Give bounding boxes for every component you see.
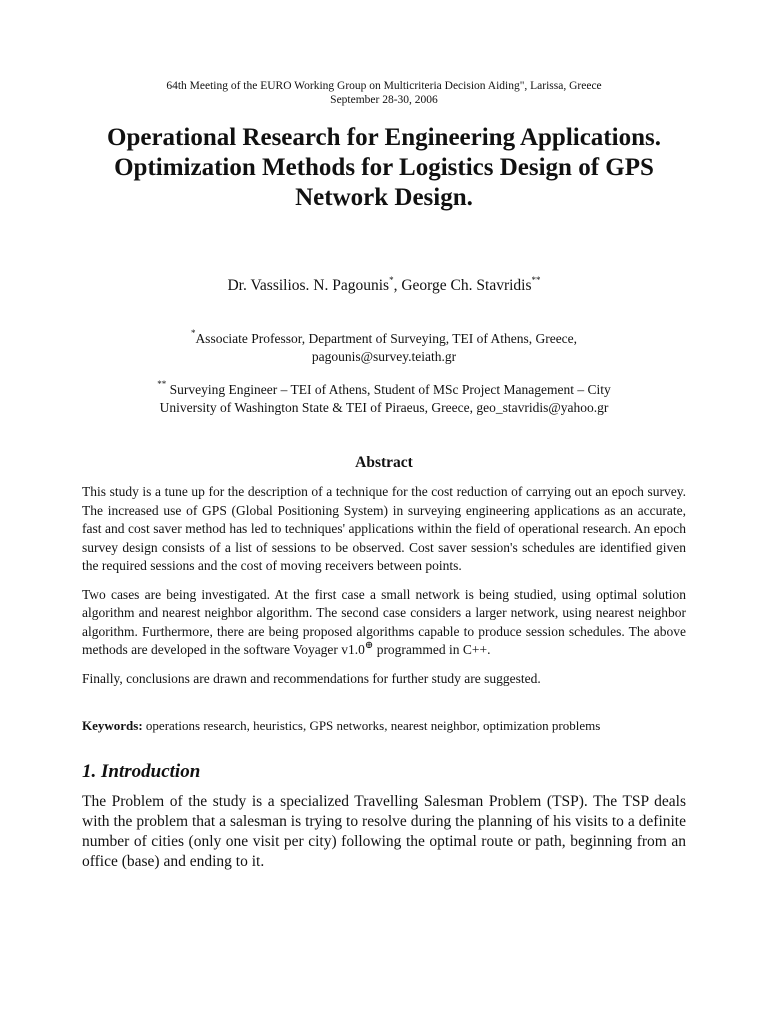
author-1-mark: *: [389, 275, 394, 285]
section-heading-introduction: 1. Introduction: [82, 761, 201, 782]
author-1-name: Dr. Vassilios. N. Pagounis: [227, 277, 390, 294]
affiliation-1-email: pagounis@survey.teiath.gr: [311, 349, 457, 364]
paper-title: [62, 123, 706, 213]
author-2-mark: **: [531, 275, 541, 285]
title-line-2: Optimization Methods for Logistics Design of GPS: [114, 154, 654, 181]
conference-line-2: September 28-30, 2006: [330, 94, 438, 106]
keywords-label: Keywords:: [82, 718, 143, 733]
author-list: [82, 276, 686, 296]
affiliation-1: [82, 330, 686, 366]
affiliation-1-line-1: Associate Professor, Department of Surveying, TEI of Athens, Greece,: [195, 331, 578, 346]
abstract-paragraph-1: This study is a tune up for the description of a technique for the cost reduction of carrying out an epoch survey. The increased use of GPS (Global Positioning System) in surveying engineering applications as an accurate, fast and cost saver method has led to techniques' applications within the field of operational research. An epoch survey design consists of a list of sessions to be observed. Cost saver session's schedules are identified given the required sessions and the cost of moving receivers between points.: [82, 484, 686, 573]
author-separator: ,: [393, 277, 402, 294]
affiliation-2-line-1: Surveying Engineer – TEI of Athens, Student of MSc Project Management – City: [166, 382, 611, 397]
abstract-paragraph-2: [82, 586, 686, 660]
abstract-paragraph-2-text: Two cases are being investigated. At the first case a small network is being studied, using optimal solution algorithm and nearest neighbor algorithm. The second case considers a larger network, using nearest neighbor algorithm. Furthermore, there are being proposed algorithms capable to produce session schedules. The above methods are developed in the software Voyager v1.0: [82, 586, 686, 657]
introduction-paragraph-1: The Problem of the study is a specialized Travelling Salesman Problem (TSP). The TSP deals with the problem that a salesman is trying to resolve during the planning of his visits to a definite number of cities (only one visit per city) following the optimal route or path, beginning from an office (base) and ending to it.: [82, 793, 686, 870]
keywords-block: [82, 717, 686, 734]
trademark-symbol: ⊕: [364, 640, 374, 651]
abstract-paragraph-3: Finally, conclusions are drawn and recommendations for further study are suggested.: [82, 670, 541, 686]
title-line-1: Operational Research for Engineering Applications.: [107, 124, 661, 151]
author-2-name: George Ch. Stavridis: [401, 277, 532, 294]
affiliation-2-mark: **: [157, 379, 167, 389]
conference-header: [82, 0, 686, 107]
conference-line-1: 64th Meeting of the EURO Working Group on Multicriteria Decision Aiding", Larissa, Greece: [166, 80, 602, 92]
affiliation-2: [82, 381, 686, 417]
affiliation-1-mark: *: [190, 328, 196, 338]
title-line-3: Network Design.: [295, 184, 473, 211]
abstract-heading: Abstract: [355, 454, 413, 471]
abstract-paragraph-2-tail: programmed in C++.: [373, 642, 491, 657]
keywords-text: operations research, heuristics, GPS networks, nearest neighbor, optimization problems: [142, 718, 601, 733]
affiliation-2-line-2: University of Washington State & TEI of Piraeus, Greece, geo_stavridis@yahoo.gr: [159, 400, 609, 415]
